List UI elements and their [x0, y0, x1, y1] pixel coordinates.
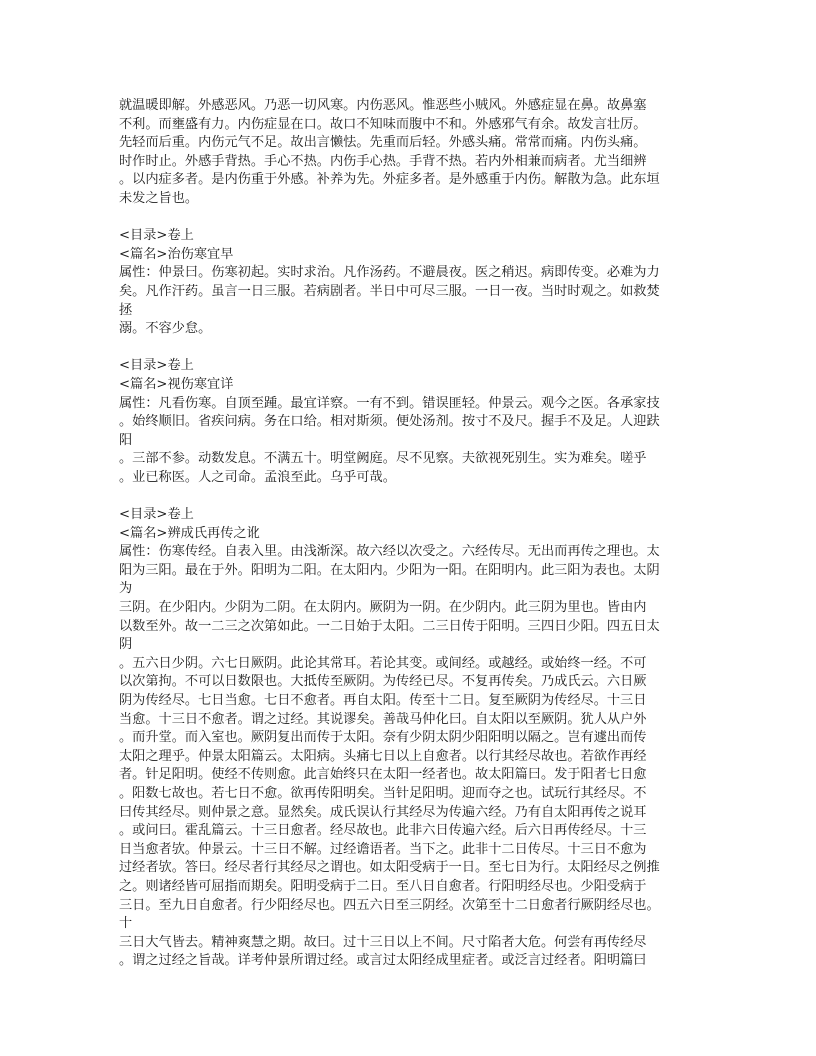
- text-line: 。阳数七故也。若七日不愈。欲再传阳明矣。当针足阳明。迎而夺之也。试玩行其经尽。不: [119, 785, 647, 801]
- text-line: 未发之旨也。: [119, 190, 199, 206]
- section-title: <篇名>辨成氏再传之讹: [119, 525, 260, 541]
- section-title: <篇名>视伤寒宜详: [119, 376, 234, 392]
- text-line: 者。针足阳明。使经不传则愈。此言始终只在太阳一经者也。故太阳篇曰。发于阳者七日愈: [119, 767, 647, 783]
- text-line: 。以内症多者。是内伤重于外感。补养为先。外症多者。是外感重于内伤。解散为急。此东垣: [119, 172, 660, 188]
- paragraph-intro: [119, 97, 719, 209]
- document-page: [119, 97, 719, 971]
- spacer: [119, 209, 719, 228]
- text-line: 三日。至九日自愈者。行少阳经尽也。四五六日至三阴经。次第至十二日愈者行厥阴经尽也。: [119, 897, 660, 913]
- section-refute-chengs: [119, 506, 719, 971]
- text-line: 矣。凡作汗药。虽言一日三服。若病剧者。半日中可尽三服。一日一夜。当时时观之。如救焚: [119, 283, 660, 299]
- text-line: 时作时止。外感手背热。手心不热。内伤手心热。手背不热。若内外相兼而病者。尤当细辨: [119, 153, 647, 169]
- text-line: 之。则诸经皆可屈指而期矣。阳明受病于二日。至八日自愈者。行阳明经尽也。少阳受病于: [119, 878, 647, 894]
- text-line: 当愈。十三日不愈者。谓之过经。其说谬矣。善哉马仲化曰。自太阳以至厥阴。犹人从户外: [119, 711, 647, 727]
- text-line: 拯: [119, 302, 133, 318]
- text-line: 属性：凡看伤寒。自顶至踵。最宜详察。一有不到。错误匪轻。仲景云。观今之医。各承家技: [119, 395, 660, 411]
- section-treat-early: [119, 227, 719, 339]
- catalog-label: <目录>卷上: [119, 358, 194, 374]
- text-line: 曰传其经尽。则仲景之意。显然矣。成氏误认行其经尽为传遍六经。乃有自太阳再传之说耳: [119, 804, 647, 820]
- text-line: 属性：仲景曰。伤寒初起。实时求治。凡作汤药。不避晨夜。医之稍迟。病即传变。必难为力: [119, 265, 660, 281]
- text-line: 就温暖即解。外感恶风。乃恶一切风寒。内伤恶风。惟恶些小贼风。外感症显在鼻。故鼻塞: [119, 98, 647, 113]
- catalog-label: <目录>卷上: [119, 228, 194, 244]
- spacer: [119, 339, 719, 358]
- text-line: 以次第拘。不可以日数限也。大抵传至厥阴。为传经已尽。不复再传矣。乃成氏云。六日厥: [119, 674, 647, 690]
- text-line: 阳: [119, 432, 133, 448]
- section-examine-detail: [119, 357, 719, 487]
- text-line: 阴: [119, 637, 133, 653]
- text-line: 过经者欤。答曰。经尽者行其经尽之谓也。如太阳受病于一日。至七日为行。太阳经尽之例推: [119, 860, 660, 876]
- text-line: 先轻而后重。内伤元气不足。故出言懒怯。先重而后轻。外感头痛。常常而痛。内伤头痛。: [119, 135, 647, 151]
- text-line: 。三部不参。动数发息。不满五十。明堂阙庭。尽不见察。夫欲视死别生。实为难矣。嗟乎: [119, 451, 647, 467]
- text-line: 溺。不容少怠。: [119, 321, 212, 337]
- text-line: 日当愈者欤。仲景云。十三日不解。过经谵语者。当下之。此非十二日传尽。十三日不愈为: [119, 841, 647, 857]
- text-line: 为: [119, 581, 133, 597]
- text-line: 。谓之过经之旨哉。详考仲景所谓过经。或言过太阳经成里症者。或泛言过经者。阳明篇曰: [119, 953, 647, 969]
- text-line: 。始终顺旧。省疾问病。务在口给。相对斯须。便处汤剂。按寸不及尺。握手不及足。人迎趺: [119, 414, 660, 430]
- text-line: 以数至外。故一二三之次第如此。一二日始于太阳。二三日传于阳明。三四日少阳。四五日太: [119, 618, 660, 634]
- text-line: 阳为三阳。最在于外。阳明为二阳。在太阳内。少阳为一阳。在阳明内。此三阳为表也。太阴: [119, 562, 660, 578]
- text-line: 太阳之理乎。仲景太阳篇云。太阳病。头痛七日以上自愈者。以行其经尽故也。若欲作再经: [119, 748, 647, 764]
- text-line: 。而升堂。而入室也。厥阴复出而传于太阳。奈有少阴太阴少阳阳明以隔之。岂有遽出而传: [119, 730, 647, 746]
- section-title: <篇名>治伤寒宜早: [119, 246, 234, 262]
- text-line: 三日大气皆去。精神爽慧之期。故曰。过十三日以上不间。尺寸陷者大危。何尝有再传经尽: [119, 934, 647, 950]
- text-line: 十: [119, 916, 133, 932]
- text-line: 三阴。在少阳内。少阴为二阴。在太阴内。厥阴为一阴。在少阴内。此三阴为里也。皆由内: [119, 600, 647, 616]
- text-line: 属性：伤寒传经。自表入里。由浅渐深。故六经以次受之。六经传尽。无出而再传之理也。太: [119, 544, 660, 560]
- spacer: [119, 487, 719, 506]
- text-line: 阴为传经尽。七日当愈。七日不愈者。再自太阳。传至十二日。复至厥阴为传经尽。十三日: [119, 693, 647, 708]
- text-line: 。或问曰。霍乱篇云。十三日愈者。经尽故也。此非六日传遍六经。后六日再传经尽。十三: [119, 823, 647, 839]
- catalog-label: <目录>卷上: [119, 507, 194, 523]
- text-line: 。五六日少阴。六七日厥阴。此论其常耳。若论其变。或间经。或越经。或始终一经。不可: [119, 655, 647, 671]
- text-line: 。业已称医。人之司命。孟浪至此。乌乎可哉。: [119, 469, 396, 485]
- text-line: 不利。而壅盛有力。内伤症显在口。故口不知味而腹中不和。外感邪气有余。故发言壮厉。: [119, 116, 647, 132]
